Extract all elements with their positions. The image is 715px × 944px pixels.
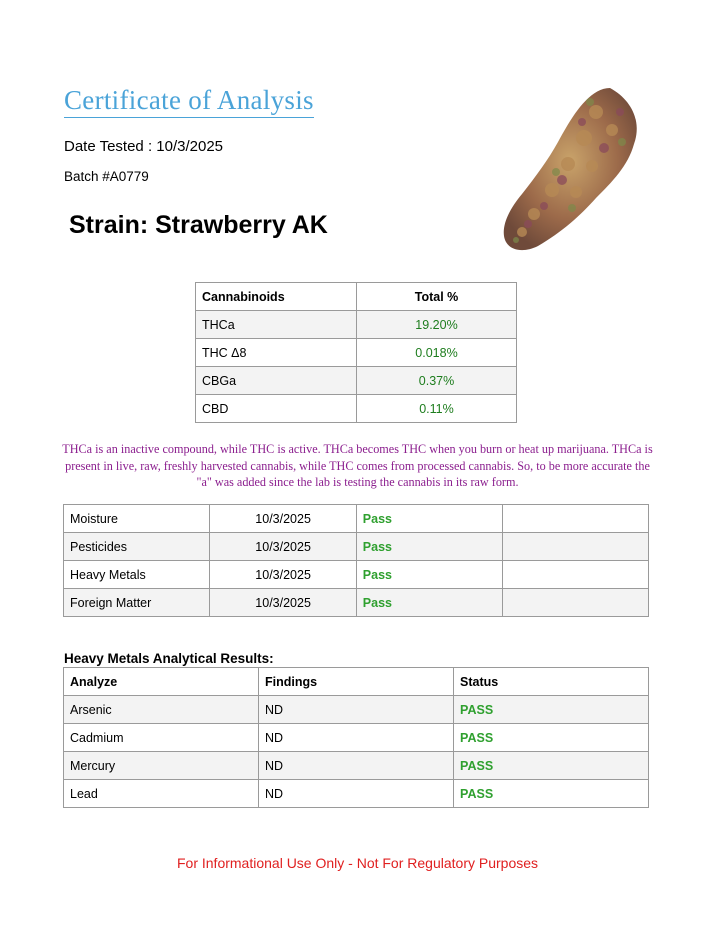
- table-row: [64, 589, 649, 617]
- table-row: [64, 752, 649, 780]
- cannabinoid-value: 0.018%: [357, 339, 517, 367]
- test-result: Pass: [356, 505, 502, 533]
- table-header-row: [196, 283, 517, 311]
- test-date: 10/3/2025: [210, 589, 356, 617]
- analyte-status: PASS: [454, 752, 649, 780]
- analyte-finding: ND: [259, 724, 454, 752]
- table-row: [196, 367, 517, 395]
- table-row: [196, 311, 517, 339]
- test-name: Pesticides: [64, 533, 210, 561]
- empty-cell: [502, 589, 648, 617]
- disclaimer-footer: For Informational Use Only - Not For Regulatory Purposes: [176, 855, 539, 871]
- cannabinoid-name: THCa: [196, 311, 357, 339]
- test-name: Moisture: [64, 505, 210, 533]
- test-name: Heavy Metals: [64, 561, 210, 589]
- analyte-name: Lead: [64, 780, 259, 808]
- analyte-name: Cadmium: [64, 724, 259, 752]
- table-row: [64, 780, 649, 808]
- cannabinoid-name: CBGa: [196, 367, 357, 395]
- empty-cell: [502, 505, 648, 533]
- test-date: 10/3/2025: [210, 505, 356, 533]
- table-row: [64, 561, 649, 589]
- analyte-finding: ND: [259, 696, 454, 724]
- analyte-finding: ND: [259, 752, 454, 780]
- thca-explanation-note: THCa is an inactive compound, while THC is active. THCa becomes THC when you burn or heat up marijuana. THCa is present in live, raw, freshly harvested cannabis, while THC comes from processed cannabis. So, to be more accurate the "a" was added since the lab is testing the cannabis in its raw form.: [62, 442, 653, 489]
- analyte-status: PASS: [454, 696, 649, 724]
- test-date: 10/3/2025: [210, 533, 356, 561]
- cannabinoid-name: THC Δ8: [196, 339, 357, 367]
- cannabinoid-name: CBD: [196, 395, 357, 423]
- test-result: Pass: [356, 533, 502, 561]
- date-tested: Date Tested : 10/3/2025: [64, 138, 224, 155]
- test-result: Pass: [356, 561, 502, 589]
- test-result: Pass: [356, 589, 502, 617]
- analyte-name: Arsenic: [64, 696, 259, 724]
- analyte-status: PASS: [454, 724, 649, 752]
- document-title: Certificate of Analysis: [64, 84, 314, 118]
- analyte-name: Mercury: [64, 752, 259, 780]
- analyte-status: PASS: [454, 780, 649, 808]
- table-row: [196, 339, 517, 367]
- tests-table: [63, 504, 649, 617]
- table-row: [64, 505, 649, 533]
- table-row: [196, 395, 517, 423]
- column-header: Analyze: [64, 668, 259, 696]
- empty-cell: [502, 533, 648, 561]
- table-row: [64, 533, 649, 561]
- table-row: [64, 724, 649, 752]
- test-name: Foreign Matter: [64, 589, 210, 617]
- cannabis-bud-image: [492, 82, 648, 258]
- table-header-row: [64, 668, 649, 696]
- cannabinoids-table: [195, 282, 517, 423]
- heavy-metals-table: [63, 667, 649, 808]
- table-row: [64, 696, 649, 724]
- strain-name: Strain: Strawberry AK: [69, 211, 328, 239]
- column-header: Total %: [357, 283, 517, 311]
- column-header: Status: [454, 668, 649, 696]
- column-header: Findings: [259, 668, 454, 696]
- analyte-finding: ND: [259, 780, 454, 808]
- cannabinoid-value: 19.20%: [357, 311, 517, 339]
- cannabinoid-value: 0.11%: [357, 395, 517, 423]
- empty-cell: [502, 561, 648, 589]
- heavy-metals-heading: Heavy Metals Analytical Results:: [64, 651, 274, 666]
- cannabinoid-value: 0.37%: [357, 367, 517, 395]
- column-header: Cannabinoids: [196, 283, 357, 311]
- test-date: 10/3/2025: [210, 561, 356, 589]
- batch-number: Batch #A0779: [64, 169, 149, 184]
